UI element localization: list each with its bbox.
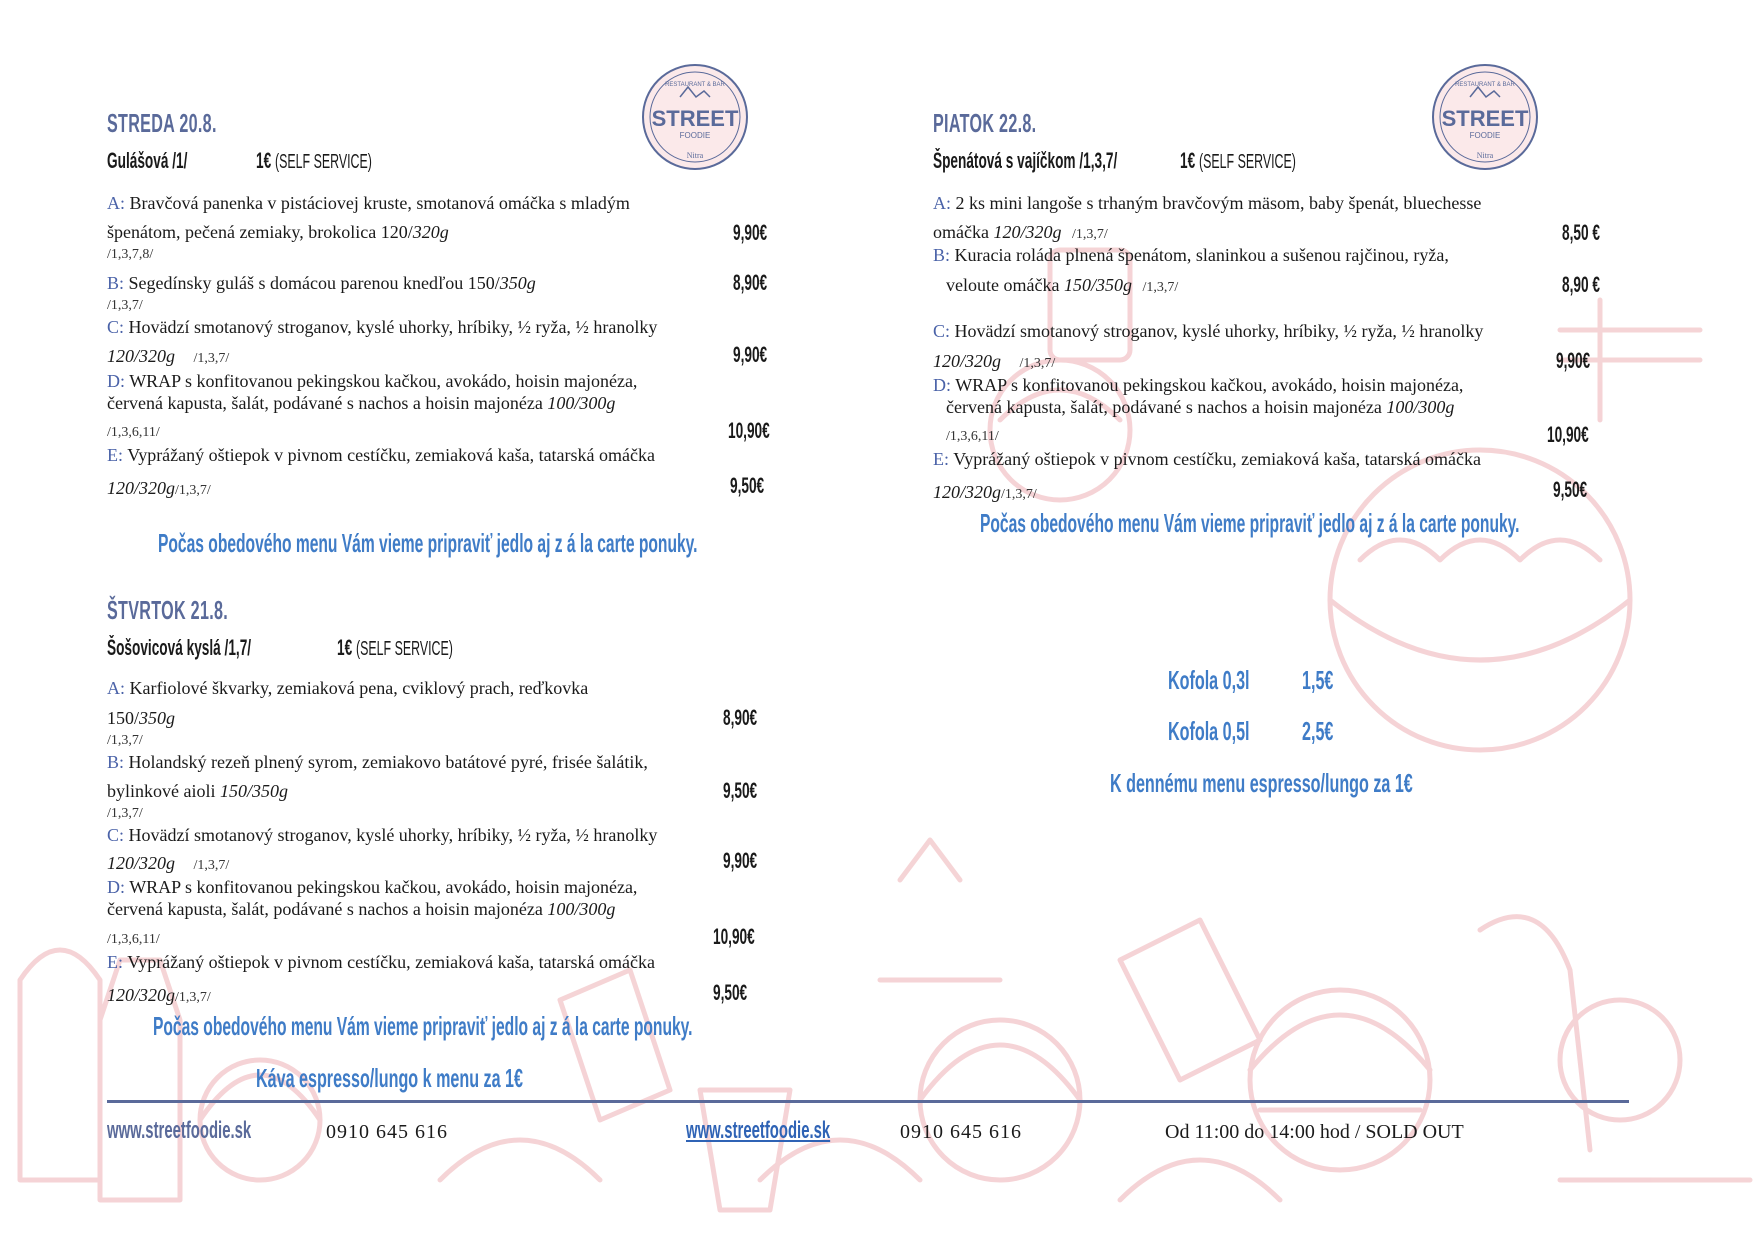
menu-item-e <box>107 445 655 466</box>
kofola-small-price: 1,5€ <box>1302 665 1334 695</box>
opening-hours <box>1165 1121 1464 1144</box>
item-desc: Kuracia roláda plnená špenátom, slaninkou a sušenou rajčinou, ryža, <box>954 245 1449 265</box>
day-title: STREDA 20.8. <box>107 108 217 138</box>
kofola-small-name: Kofola 0,3l <box>1168 665 1250 695</box>
item-label: A: <box>107 678 125 698</box>
allergens: /1,3,7/ <box>107 733 143 748</box>
item-price: 9,50€ <box>1553 477 1588 502</box>
item-desc: Holandský rezeň plnený syrom, zemiakovo batátové pyré, frisée šalátik, <box>128 752 648 772</box>
item-weight: 120/320g <box>107 346 176 366</box>
soup-name: Špenátová s vajíčkom /1,3,7/ <box>933 148 1118 173</box>
hours-text: Od 11:00 do 14:00 hod / <box>1165 1121 1366 1143</box>
item-weight: 100/300g <box>1386 397 1455 417</box>
item-weight: 350g <box>499 273 536 293</box>
allergens: /1,3,7/ <box>1001 487 1037 502</box>
wednesday-section <box>107 108 284 139</box>
item-price: 8,90€ <box>733 270 768 295</box>
coffee-offer: Káva espresso/lungo k menu za 1€ <box>256 1063 523 1093</box>
item-label: A: <box>107 193 125 213</box>
thursday-section <box>107 595 302 626</box>
a-la-carte-note: Počas obedového menu Vám vieme pripraviť jedlo aj z á la carte ponuky. <box>153 1011 693 1041</box>
soup-price <box>1180 148 1296 174</box>
item-label: C: <box>107 825 125 845</box>
day-title: PIATOK 22.8. <box>933 108 1037 138</box>
item-weight: 120/320g <box>933 351 1002 371</box>
menu-item-b <box>107 752 648 773</box>
menu-item-b <box>107 273 536 294</box>
phone-number: 0910 645 616 <box>900 1121 1022 1143</box>
soup-price-value: 1€ <box>256 148 272 173</box>
allergens: /1,3,7/ <box>193 858 230 873</box>
menu-item-a <box>107 678 588 699</box>
logo-city-text: Nitra <box>1476 151 1494 160</box>
item-desc: Bravčová panenka v pistáciovej kruste, smotanová omáčka s mladým <box>129 193 630 213</box>
kofola-large-price: 2,5€ <box>1302 716 1334 746</box>
item-desc: Vyprážaný oštiepok v pivnom cestíčku, zemiaková kaša, tatarská omáčka <box>127 445 656 465</box>
item-price: 9,90€ <box>733 220 768 245</box>
soup-name: Gulášová /1/ <box>107 148 188 173</box>
soup-price-value: 1€ <box>337 635 353 660</box>
menu-item-e <box>933 449 1481 470</box>
phone-number: 0910 645 616 <box>326 1121 448 1143</box>
logo-main-text: STREET <box>1441 106 1529 131</box>
item-desc: Hovädzí smotanový stroganov, kyslé uhorky, hríbiky, ½ ryža, ½ hranolky <box>128 317 658 337</box>
friday-section <box>933 108 1100 139</box>
item-label: C: <box>933 321 951 341</box>
item-label: D: <box>933 375 951 395</box>
item-label: E: <box>933 449 949 469</box>
logo-sub-text: FOODIE <box>679 131 711 140</box>
item-weight: 150/350g <box>1063 275 1132 295</box>
allergens: /1,3,7/ <box>107 806 143 821</box>
sold-out-text: SOLD OUT <box>1365 1121 1464 1143</box>
logo-top-text: RESTAURANT & BAR <box>1455 82 1515 88</box>
item-price: 10,90€ <box>728 418 770 443</box>
item-label: D: <box>107 877 125 897</box>
self-service-note: (SELF SERVICE) <box>274 151 372 173</box>
allergens: /1,3,7/ <box>193 351 230 366</box>
logo-sub-text: FOODIE <box>1469 131 1501 140</box>
allergens: /1,3,6,11/ <box>107 425 160 440</box>
item-weight: 320g <box>412 222 449 242</box>
item-label: D: <box>107 371 125 391</box>
item-weight: 150/350g <box>219 781 288 801</box>
item-desc: omáčka <box>933 222 994 242</box>
item-price: 10,90€ <box>713 924 755 949</box>
allergens: /1,3,7/ <box>1019 356 1056 371</box>
item-label: B: <box>933 245 951 265</box>
logo-main-text: STREET <box>651 106 739 131</box>
item-weight: 100/300g <box>547 393 616 413</box>
item-price: 9,90€ <box>1556 348 1591 373</box>
menu-item-b <box>933 245 1449 266</box>
item-price: 9,50€ <box>713 980 748 1005</box>
item-label: C: <box>107 317 125 337</box>
item-desc: 2 ks mini langoše s trhaným bravčovým mäsom, baby špenát, bluechesse <box>955 193 1482 213</box>
menu-item-d <box>933 375 1463 396</box>
item-desc: špenátom, pečená zemiaky, brokolica 120/ <box>107 222 413 242</box>
self-service-note: (SELF SERVICE) <box>355 638 453 660</box>
item-desc: WRAP s konfitovanou pekingskou kačkou, avokádo, hoisin majonéza, <box>955 375 1464 395</box>
item-desc: Hovädzí smotanový stroganov, kyslé uhorky, hríbiky, ½ ryža, ½ hranolky <box>954 321 1484 341</box>
item-price: 9,90€ <box>733 342 768 367</box>
item-desc: veloute omáčka <box>946 275 1064 295</box>
self-service-note: (SELF SERVICE) <box>1198 151 1296 173</box>
item-label: A: <box>933 193 951 213</box>
allergens: /1,3,7/ <box>107 298 143 313</box>
item-weight: 120/320g <box>107 985 176 1005</box>
allergens: /1,3,6,11/ <box>107 932 160 947</box>
menu-item-e <box>107 952 655 973</box>
item-weight: 100/300g <box>547 899 616 919</box>
item-label: E: <box>107 445 123 465</box>
item-price: 8,90 € <box>1562 272 1600 297</box>
logo-top-text: RESTAURANT & BAR <box>665 82 725 88</box>
allergens: /1,3,7/ <box>175 990 211 1005</box>
item-weight: 350g <box>139 708 176 728</box>
menu-item-d <box>107 877 637 898</box>
a-la-carte-note: Počas obedového menu Vám vieme pripraviť jedlo aj z á la carte ponuky. <box>158 528 698 558</box>
menu-item-c <box>107 825 657 846</box>
item-weight: 120/320g <box>993 222 1062 242</box>
day-title: ŠTVRTOK 21.8. <box>107 595 229 625</box>
espresso-offer: K dennému menu espresso/lungo za 1€ <box>1110 768 1413 798</box>
item-desc: Hovädzí smotanový stroganov, kyslé uhorky, hríbiky, ½ ryža, ½ hranolky <box>128 825 658 845</box>
item-desc: červená kapusta, šalát, podávané s nachos a hoisin majonéza <box>946 397 1387 417</box>
allergens: /1,3,7/ <box>1071 227 1108 242</box>
website-link[interactable]: www.streetfoodie.sk <box>686 1117 831 1144</box>
allergens: /1,3,7/ <box>175 483 211 498</box>
item-label: B: <box>107 752 125 772</box>
soup-price-value: 1€ <box>1180 148 1196 173</box>
soup-name: Šošovicová kyslá /1,7/ <box>107 635 252 660</box>
a-la-carte-note: Počas obedového menu Vám vieme pripraviť jedlo aj z á la carte ponuky. <box>980 508 1520 538</box>
item-price: 9,90€ <box>723 848 758 873</box>
street-foodie-logo-icon <box>640 62 750 172</box>
item-price: 8,50 € <box>1562 220 1600 245</box>
item-desc: Karfiolové škvarky, zemiaková pena, cviklový prach, reďkovka <box>129 678 589 698</box>
item-price: 10,90€ <box>1547 422 1589 447</box>
menu-item-c <box>933 321 1483 342</box>
allergens: /1,3,7/ <box>1142 280 1179 295</box>
kofola-large-name: Kofola 0,5l <box>1168 716 1250 746</box>
item-desc: červená kapusta, šalát, podávané s nachos a hoisin majonéza <box>107 393 548 413</box>
menu-item-a <box>933 193 1481 214</box>
allergens: /1,3,7,8/ <box>107 247 154 262</box>
item-weight: 120/320g <box>107 478 176 498</box>
item-price: 8,90€ <box>723 705 758 730</box>
item-desc: bylinkové aioli <box>107 781 220 801</box>
item-weight: 120/320g <box>933 482 1002 502</box>
menu-item-a <box>107 193 630 214</box>
menu-item-c <box>107 317 657 338</box>
website-link[interactable]: www.streetfoodie.sk <box>107 1117 252 1144</box>
item-price: 9,50€ <box>730 473 765 498</box>
item-desc: Segedínsky guláš s domácou parenou knedľou 150/ <box>128 273 500 293</box>
item-desc: Vyprážaný oštiepok v pivnom cestíčku, zemiaková kaša, tatarská omáčka <box>127 952 656 972</box>
footer-divider <box>107 1100 1629 1103</box>
item-desc: 150/ <box>107 708 140 728</box>
item-price: 9,50€ <box>723 778 758 803</box>
soup-price <box>337 635 453 661</box>
item-desc: WRAP s konfitovanou pekingskou kačkou, avokádo, hoisin majonéza, <box>129 877 638 897</box>
logo-city-text: Nitra <box>686 151 704 160</box>
soup-price <box>256 148 372 174</box>
item-label: E: <box>107 952 123 972</box>
item-desc: WRAP s konfitovanou pekingskou kačkou, avokádo, hoisin majonéza, <box>129 371 638 391</box>
street-foodie-logo-icon <box>1430 62 1540 172</box>
allergens: /1,3,6,11/ <box>946 429 999 444</box>
item-desc: červená kapusta, šalát, podávané s nachos a hoisin majonéza <box>107 899 548 919</box>
item-weight: 120/320g <box>107 853 176 873</box>
menu-item-d <box>107 371 637 392</box>
item-desc: Vyprážaný oštiepok v pivnom cestíčku, zemiaková kaša, tatarská omáčka <box>953 449 1482 469</box>
item-label: B: <box>107 273 125 293</box>
